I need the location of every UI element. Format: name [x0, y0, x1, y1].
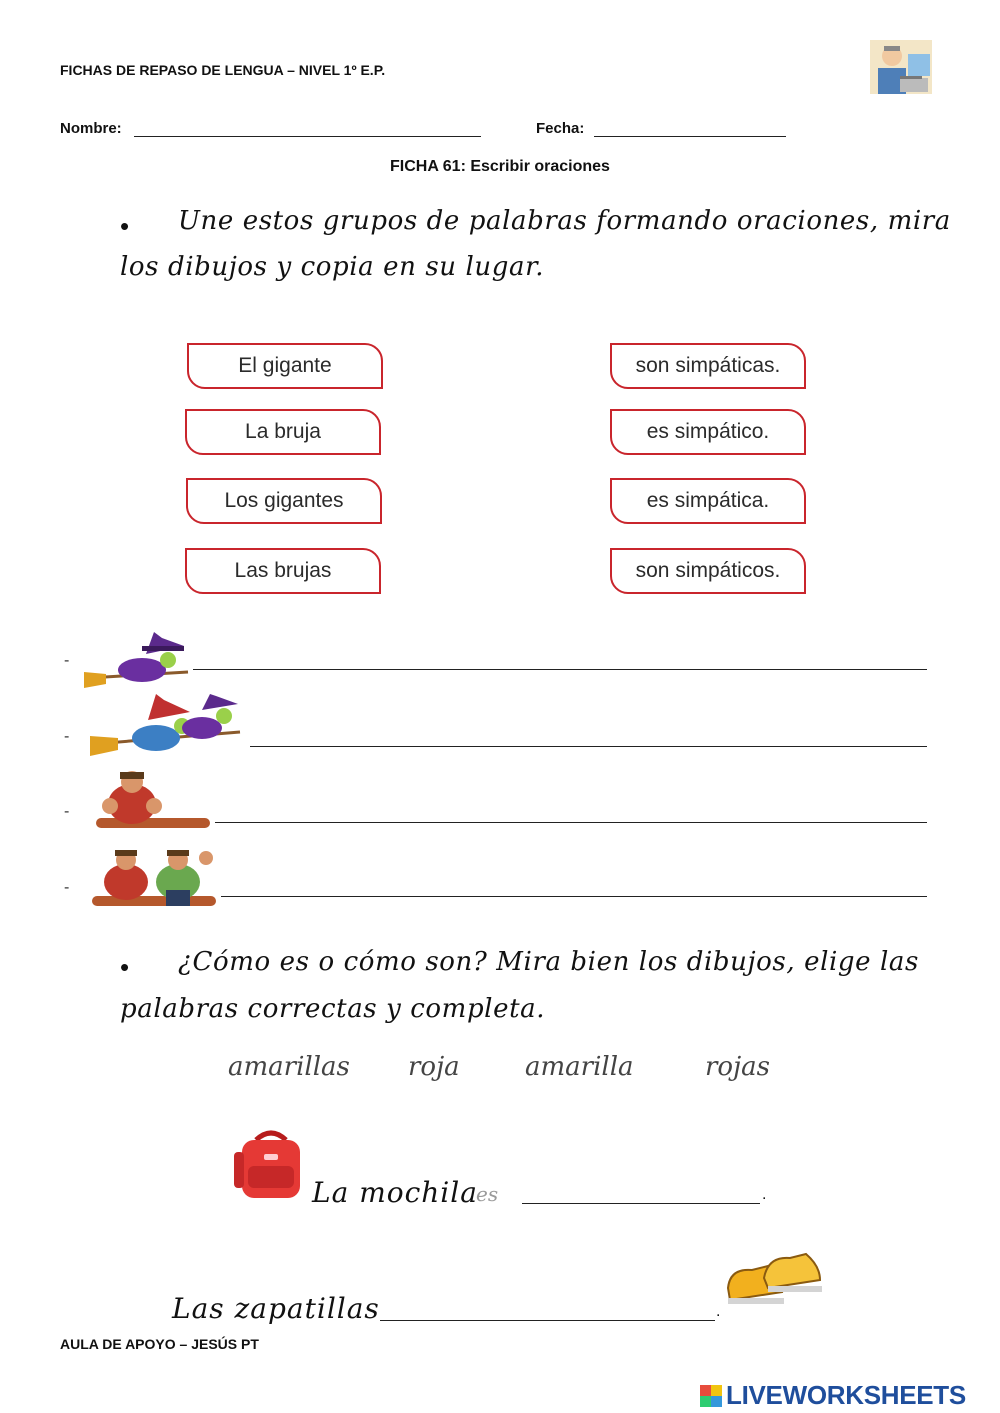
subject-card[interactable]: Las brujas — [185, 548, 381, 594]
liveworksheets-logo[interactable] — [700, 1380, 966, 1411]
backpack-icon — [234, 1130, 308, 1200]
predicate-card[interactable]: son simpáticas. — [610, 343, 806, 389]
sentence-start: Las zapatillas — [172, 1292, 380, 1325]
answer-line[interactable] — [221, 896, 927, 897]
answer-line[interactable] — [193, 669, 927, 670]
bullet: • — [120, 211, 130, 241]
giant-icon — [90, 842, 218, 910]
row-dash: - — [64, 879, 70, 896]
sentence-end: . — [762, 1186, 767, 1203]
witch-icon — [84, 632, 194, 694]
predicate-card[interactable]: es simpática. — [610, 478, 806, 524]
witch-icon — [90, 694, 242, 764]
predicate-card[interactable]: son simpáticos. — [610, 548, 806, 594]
teacher-avatar-icon — [870, 40, 932, 94]
answer-line[interactable] — [380, 1320, 715, 1321]
word-option[interactable]: amarilla — [525, 1052, 634, 1082]
sentence-end: . — [716, 1303, 721, 1320]
word-option[interactable]: rojas — [705, 1052, 770, 1082]
row-dash: - — [64, 652, 70, 669]
sentence-start: La mochila — [312, 1176, 478, 1209]
subject-card[interactable]: La bruja — [185, 409, 381, 455]
answer-line[interactable] — [215, 822, 927, 823]
row-dash: - — [64, 728, 70, 745]
name-label: Nombre: — [60, 120, 122, 137]
instruction-line: ¿Cómo es o cómo son? Mira bien los dibujos, elige las — [178, 947, 919, 977]
date-label: Fecha: — [536, 120, 585, 137]
series-title: FICHAS DE REPASO DE LENGUA – NIVEL 1º E.P. — [60, 62, 386, 78]
name-field[interactable] — [134, 136, 481, 137]
date-field[interactable] — [594, 136, 786, 137]
sentence-hint: es — [476, 1182, 499, 1206]
word-option[interactable]: amarillas — [228, 1052, 350, 1082]
subject-card[interactable]: El gigante — [187, 343, 383, 389]
giant-icon — [92, 770, 212, 832]
footer-credit: AULA DE APOYO – JESÚS PT — [60, 1336, 259, 1352]
brand-text: LIVEWORKSHEETS — [726, 1380, 966, 1410]
answer-line[interactable] — [522, 1203, 760, 1204]
row-dash: - — [64, 803, 70, 820]
bullet: • — [120, 952, 130, 982]
instruction-line: palabras correctas y completa. — [120, 994, 546, 1024]
sneakers-icon — [724, 1248, 824, 1312]
predicate-card[interactable]: es simpático. — [610, 409, 806, 455]
logo-badge-icon — [700, 1385, 722, 1407]
instruction-line: los dibujos y copia en su lugar. — [120, 252, 545, 282]
instruction-line: Une estos grupos de palabras formando oraciones, mira — [178, 206, 951, 236]
word-option[interactable]: roja — [408, 1052, 460, 1082]
sheet-title: FICHA 61: Escribir oraciones — [390, 158, 610, 175]
subject-card[interactable]: Los gigantes — [186, 478, 382, 524]
answer-line[interactable] — [250, 746, 927, 747]
